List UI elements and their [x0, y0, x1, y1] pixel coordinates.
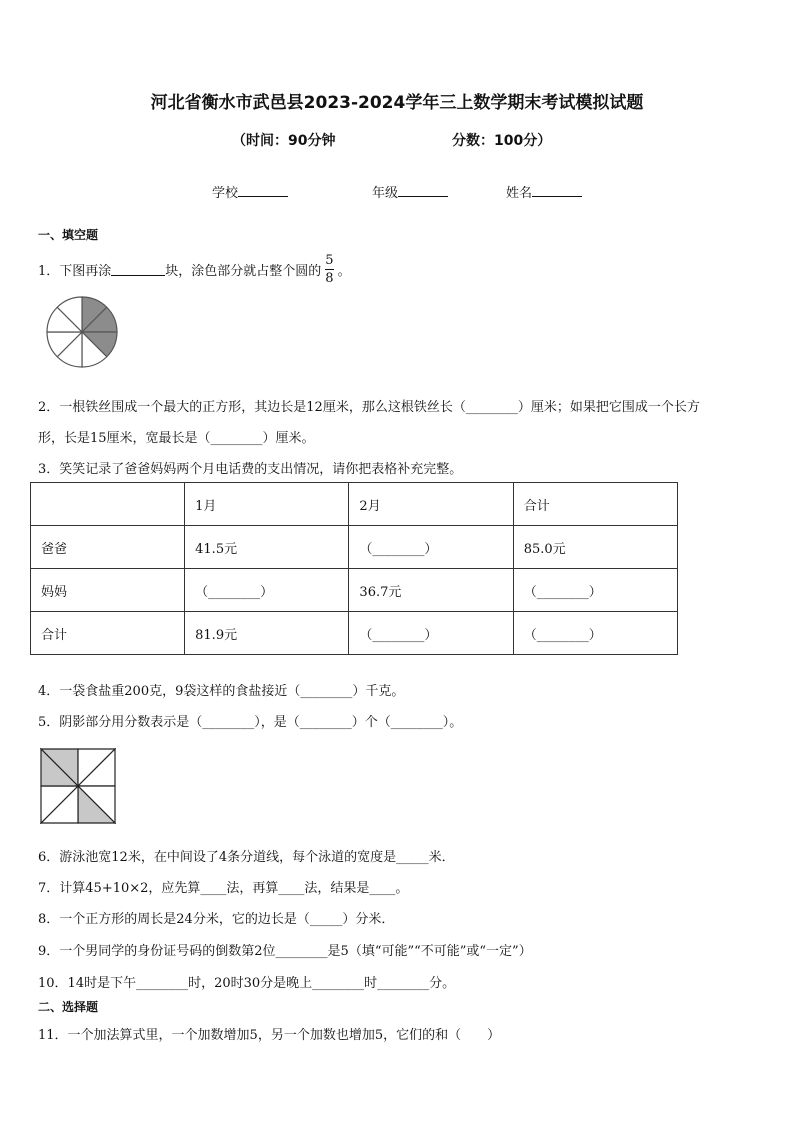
table-header-cell: 1月	[185, 483, 349, 526]
question-3: 3．笑笑记录了爸爸妈妈两个月电话费的支出情况，请你把表格补充完整。	[38, 462, 463, 477]
q1-fraction	[325, 254, 333, 285]
question-7: 7．计算45+10×2，应先算____法，再算____法，结果是____。	[38, 881, 409, 896]
exam-time: （时间：90分钟	[232, 133, 336, 149]
q1-text-end: 。	[337, 264, 351, 279]
question-2-line-2: 形，长是15厘米，宽最长是（________）厘米。	[38, 431, 315, 446]
table-cell: 36.7元	[349, 569, 513, 612]
circle-figure	[44, 296, 124, 370]
table-row	[31, 526, 678, 569]
page-title: 河北省衡水市武邑县2023-2024学年三上数学期末考试模拟试题	[150, 93, 644, 113]
table-header-cell: 合计	[513, 483, 677, 526]
q1-blank[interactable]	[111, 263, 165, 276]
question-5: 5．阴影部分用分数表示是（________），是（________）个（________）。	[38, 715, 463, 730]
q1-text-a: 1．下图再涂	[38, 264, 112, 279]
table-header-row	[31, 483, 678, 526]
table-cell: 爸爸	[31, 526, 185, 569]
school-field[interactable]	[212, 182, 288, 201]
section-choice-heading: 二、选择题	[38, 1000, 99, 1014]
square-figure	[40, 748, 116, 824]
name-label: 姓名	[506, 186, 533, 201]
table-header-cell: 2月	[349, 483, 513, 526]
question-8: 8．一个正方形的周长是24分米，它的边长是（_____）分米．	[38, 912, 395, 927]
section-fill-heading: 一、填空题	[38, 228, 99, 242]
grade-label: 年级	[372, 186, 399, 201]
table-cell-answer[interactable]: （________）	[349, 612, 513, 655]
table-cell-answer[interactable]: （________）	[513, 569, 677, 612]
table-cell: 妈妈	[31, 569, 185, 612]
question-9: 9．一个男同学的身份证号码的倒数第2位________是5（填“可能”“不可能”或“一定”）	[38, 944, 532, 959]
question-10: 10．14时是下午________时，20时30分是晚上________时________分。	[38, 976, 456, 991]
table-cell: 85.0元	[513, 526, 677, 569]
grade-blank[interactable]	[398, 184, 448, 197]
question-1	[38, 254, 351, 285]
question-11: 11．一个加法算式里，一个加数增加5，另一个加数也增加5，它们的和（ ）	[38, 1028, 501, 1043]
table-header-cell	[31, 483, 185, 526]
table-row	[31, 569, 678, 612]
table-cell-answer[interactable]: （________）	[513, 612, 677, 655]
school-blank[interactable]	[238, 184, 288, 197]
q1-text-b: 块，涂色部分就占整个圆的	[165, 264, 322, 279]
question-6: 6．游泳池宽12米，在中间设了4条分道线，每个泳道的宽度是_____米．	[38, 850, 455, 865]
school-label: 学校	[212, 186, 239, 201]
table-cell-answer[interactable]: （________）	[349, 526, 513, 569]
question-2-line-1: 2．一根铁丝围成一个最大的正方形，其边长是12厘米，那么这根铁丝长（________）厘米；如果把它围成一个长方	[38, 400, 700, 415]
table-cell-answer[interactable]: （________）	[185, 569, 349, 612]
table-cell: 81.9元	[185, 612, 349, 655]
q1-denominator: 8	[325, 271, 334, 286]
table-row	[31, 612, 678, 655]
table-cell: 41.5元	[185, 526, 349, 569]
question-4: 4．一袋食盐重200克，9袋这样的食盐接近（________）千克。	[38, 684, 405, 699]
grade-field[interactable]	[372, 182, 448, 201]
exam-score: 分数：100分）	[452, 133, 552, 149]
name-field[interactable]	[506, 182, 582, 201]
table-cell: 合计	[31, 612, 185, 655]
name-blank[interactable]	[532, 184, 582, 197]
q1-numerator: 5	[325, 253, 334, 268]
phone-fee-table	[30, 482, 678, 655]
